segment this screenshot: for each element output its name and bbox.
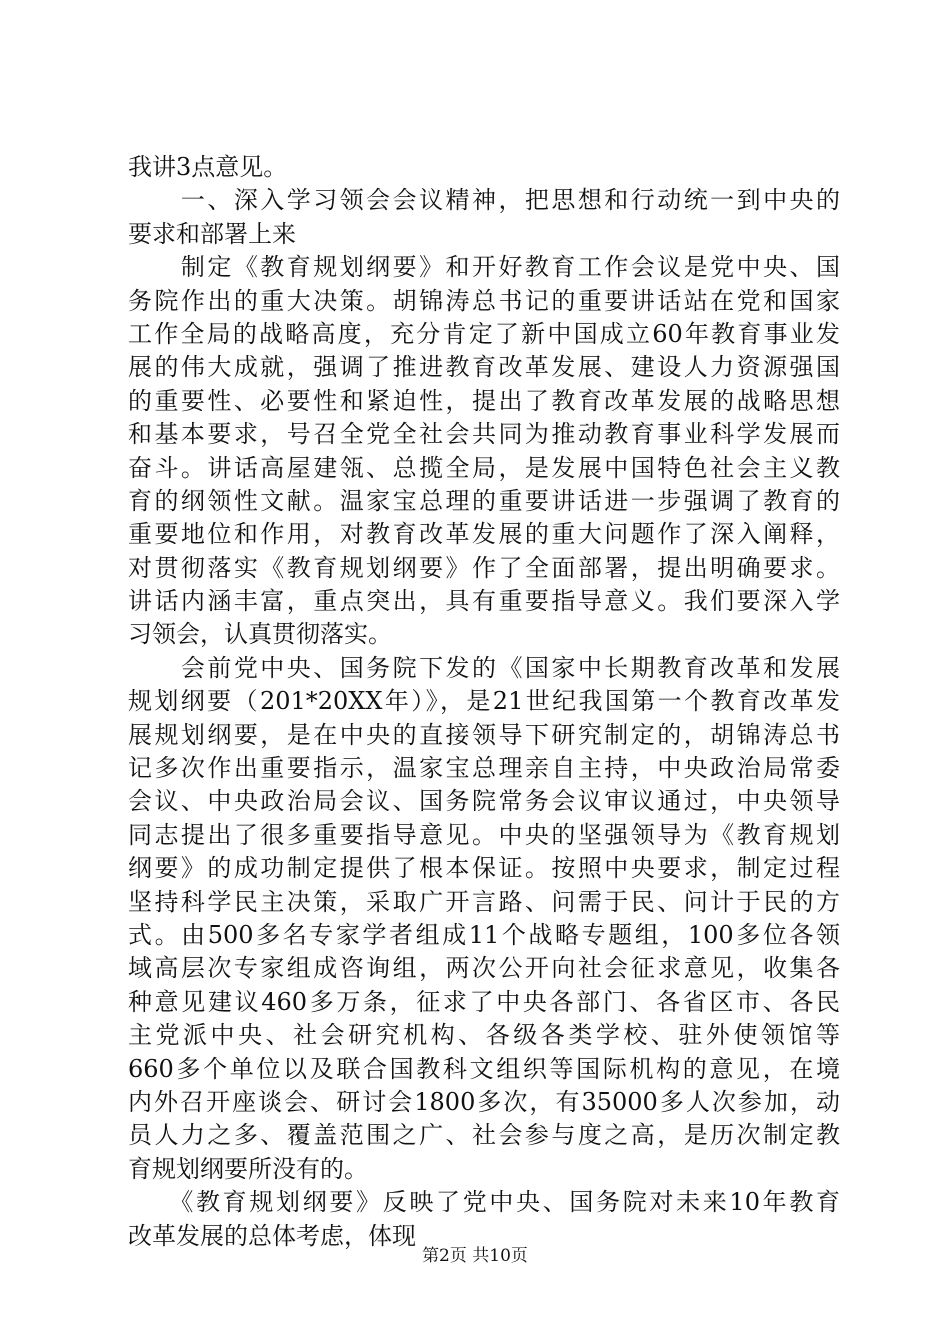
text-line: 工作全局的战略高度，充分肯定了新中国成立60年教育事业发 <box>128 319 840 348</box>
text-line: 同志提出了很多重要指导意见。中央的坚强领导为《教育规划 <box>128 820 840 849</box>
page-footer: 第2页 共10页 <box>422 1246 528 1266</box>
text-line: 育规划纲要所没有的。 <box>128 1154 368 1183</box>
text-line: 坚持科学民主决策，采取广开言路、问需于民、问计于民的方 <box>128 887 840 916</box>
text-line: 改革发展的总体考虑，体现 <box>128 1221 416 1250</box>
text-line: 域高层次专家组成咨询组，两次公开向社会征求意见，收集各 <box>128 954 840 983</box>
text-line: 会前党中央、国务院下发的《国家中长期教育改革和发展 <box>128 653 840 682</box>
text-line: 种意见建议460多万条，征求了中央各部门、各省区市、各民 <box>128 987 840 1016</box>
text-line: 规划纲要（201*20XX年）》，是21世纪我国第一个教育改革发 <box>128 687 840 716</box>
text-line: 《教育规划纲要》反映了党中央、国务院对未来10年教育 <box>128 1188 840 1217</box>
text-line: 要求和部署上来 <box>128 219 296 248</box>
text-line: 展的伟大成就，强调了推进教育改革发展、建设人力资源强国 <box>128 353 840 382</box>
text-line: 主党派中央、社会研究机构、各级各类学校、驻外使领馆等 <box>128 1021 840 1050</box>
text-line: 记多次作出重要指示，温家宝总理亲自主持，中央政治局常委 <box>128 754 840 783</box>
text-line: 奋斗。讲话高屋建瓴、总揽全局，是发展中国特色社会主义教 <box>128 453 840 482</box>
text-line: 一、深入学习领会会议精神，把思想和行动统一到中央的 <box>128 186 840 215</box>
text-line: 式。由500多名专家学者组成11个战略专题组，100多位各领 <box>128 920 840 949</box>
document-body <box>128 151 840 1253</box>
text-line: 内外召开座谈会、研讨会1800多次，有35000多人次参加，动 <box>128 1087 840 1116</box>
text-line: 和基本要求，号召全党全社会共同为推动教育事业科学发展而 <box>128 420 840 449</box>
text-line: 制定《教育规划纲要》和开好教育工作会议是党中央、国 <box>128 253 840 282</box>
text-line: 员人力之多、覆盖范围之广、社会参与度之高，是历次制定教 <box>128 1121 840 1150</box>
text-line: 660多个单位以及联合国教科文组织等国际机构的意见，在境 <box>128 1054 840 1083</box>
text-line: 纲要》的成功制定提供了根本保证。按照中央要求，制定过程 <box>128 854 840 883</box>
text-line: 习领会，认真贯彻落实。 <box>128 620 392 649</box>
text-line: 我讲3点意见。 <box>128 153 288 181</box>
text-line: 展规划纲要，是在中央的直接领导下研究制定的，胡锦涛总书 <box>128 720 840 749</box>
text-line: 会议、中央政治局会议、国务院常务会议审议通过，中央领导 <box>128 787 840 816</box>
text-line: 重要地位和作用，对教育改革发展的重大问题作了深入阐释， <box>128 520 840 549</box>
text-line: 育的纲领性文献。温家宝总理的重要讲话进一步强调了教育的 <box>128 486 840 515</box>
text-line: 的重要性、必要性和紧迫性，提出了教育改革发展的战略思想 <box>128 386 840 415</box>
text-line: 务院作出的重大决策。胡锦涛总书记的重要讲话站在党和国家 <box>128 286 840 315</box>
text-line: 对贯彻落实《教育规划纲要》作了全面部署，提出明确要求。 <box>128 553 840 582</box>
text-line: 讲话内涵丰富，重点突出，具有重要指导意义。我们要深入学 <box>128 587 840 616</box>
